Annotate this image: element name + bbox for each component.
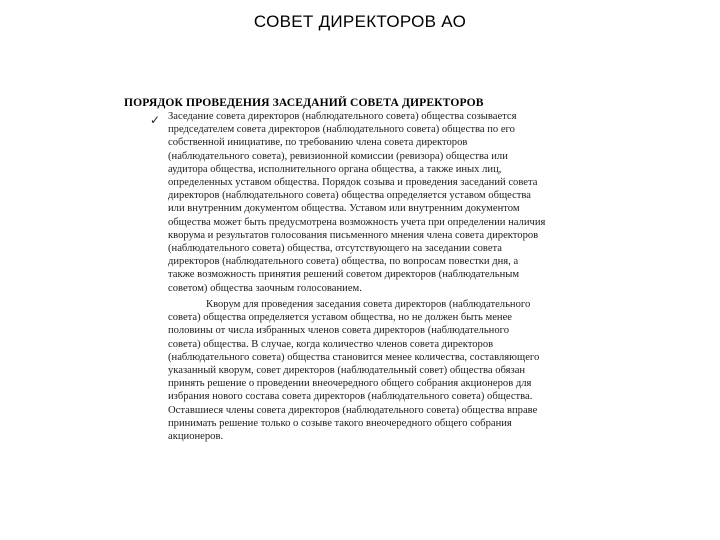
paragraph-board-meetings bbox=[168, 110, 608, 295]
text-line: акционеров. bbox=[168, 431, 224, 443]
text-line: Заседание совета директоров (наблюдательного совета) общества созывается bbox=[168, 111, 517, 122]
document-heading: ПОРЯДОК ПРОВЕДЕНИЯ ЗАСЕДАНИЙ СОВЕТА ДИРЕКТОРОВ bbox=[124, 96, 484, 109]
text-line: директоров (наблюдательного совета) общества, по вопросам повестки дня, а bbox=[168, 256, 519, 268]
text-line: совета) общества. В случае, когда количество членов совета директоров bbox=[168, 338, 494, 350]
text-line: директоров (наблюдательного совета) общества определяется уставом общества bbox=[168, 190, 531, 202]
text-line: также возможность принятия решений советом директоров (наблюдательным bbox=[168, 269, 520, 281]
text-line: (наблюдательного совета) общества, отсутствующего на заседании совета bbox=[168, 243, 502, 255]
slide-title: СОВЕТ ДИРЕКТОРОВ АО bbox=[253, 12, 467, 31]
text-line: советом) общества заочным голосованием. bbox=[168, 282, 362, 294]
text-line: аудитора общества, исполнительного органа общества, а также иных лиц, bbox=[168, 163, 502, 175]
text-line: принимать решение только о созыве такого внеочередного общего собрания bbox=[168, 417, 512, 429]
text-line: указанный кворум, совет директоров (наблюдательный совет) общества обязан bbox=[168, 365, 526, 377]
text-line: Кворум для проведения заседания совета директоров (наблюдательного bbox=[206, 299, 531, 310]
text-line: определенных уставом общества. Порядок созыва и проведения заседаний совета bbox=[168, 177, 538, 189]
text-line: Оставшиеся члены совета директоров (наблюдательного совета) общества вправе bbox=[168, 404, 538, 416]
text-line: кворума и результатов голосования письменного мнения члена совета директоров bbox=[168, 229, 539, 241]
scanned-document bbox=[112, 80, 622, 460]
text-line: или внутренним документом общества. Уставом или внутренним документом bbox=[168, 203, 520, 215]
text-line: совета) общества определяется уставом общества, но не должен быть менее bbox=[168, 312, 512, 324]
text-line: избрания нового состава совета директоров (наблюдательного совета) общества. bbox=[168, 391, 533, 403]
text-line: (наблюдательного совета) общества становится менее количества, составляющего bbox=[168, 351, 540, 363]
text-line: общества может быть предусмотрена возможность учета при определении наличия bbox=[168, 216, 546, 228]
paragraph-quorum bbox=[168, 298, 608, 443]
text-line: председателем совета директоров (наблюдательного совета) общества по его bbox=[168, 124, 515, 136]
text-line: собственной инициативе, по требованию члена совета директоров bbox=[168, 137, 468, 149]
text-line: (наблюдательного совета), ревизионной комиссии (ревизора) общества или bbox=[168, 150, 508, 162]
text-line: половины от числа избранных членов совета директоров (наблюдательного bbox=[168, 325, 510, 337]
text-line: принять решение о проведении внеочередного общего собрания акционеров для bbox=[168, 378, 532, 390]
check-icon: ✓ bbox=[150, 113, 161, 127]
